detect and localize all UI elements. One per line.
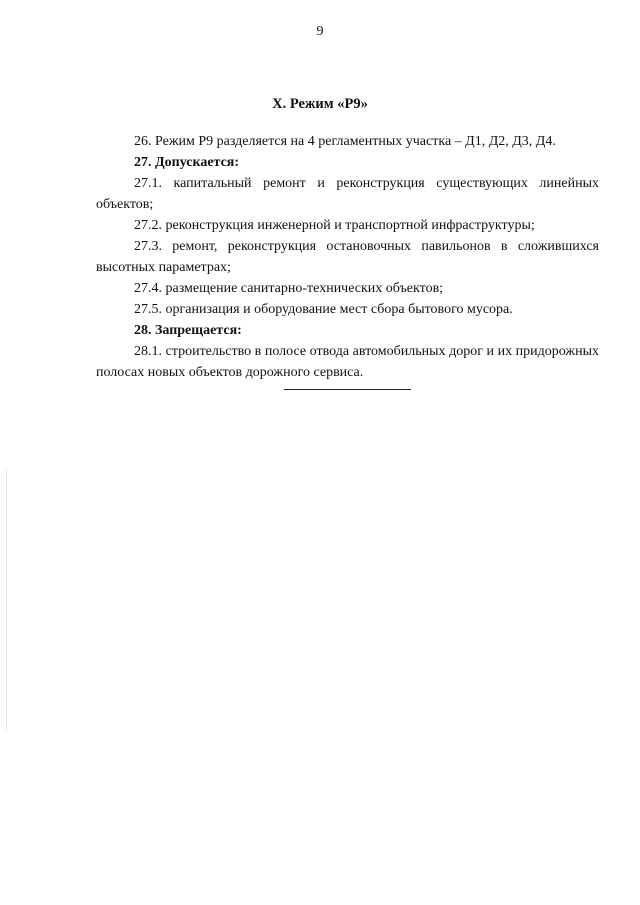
paragraph-28-heading: 28. Запрещается: — [134, 323, 242, 338]
paragraph-26: 26. Режим Р9 разделяется на 4 регламентных участка – Д1, Д2, Д3, Д4. — [134, 134, 556, 149]
paragraph-27-heading: 27. Допускается: — [134, 155, 240, 170]
paragraph-27-1: 27.1. капитальный ремонт и реконструкция существующих линейных объектов; — [96, 176, 599, 212]
page-number: 9 — [316, 24, 324, 39]
paragraph-27-3: 27.3. ремонт, реконструкция остановочных павильонов в сложившихся высотных параметрах; — [96, 239, 599, 275]
paragraph-28-1: 28.1. строительство в полосе отвода автомобильных дорог и их придорожных полосах новых объектов дорожного сервиса. — [96, 344, 599, 380]
document-body — [96, 131, 599, 383]
end-of-section-rule — [284, 389, 411, 390]
section-title: X. Режим «Р9» — [272, 96, 368, 112]
scan-edge-mark — [6, 470, 7, 730]
paragraph-27-2: 27.2. реконструкция инженерной и транспортной инфраструктуры; — [134, 218, 535, 233]
paragraph-27-5: 27.5. организация и оборудование мест сбора бытового мусора. — [134, 302, 513, 317]
paragraph-27-4: 27.4. размещение санитарно-технических объектов; — [134, 281, 444, 296]
